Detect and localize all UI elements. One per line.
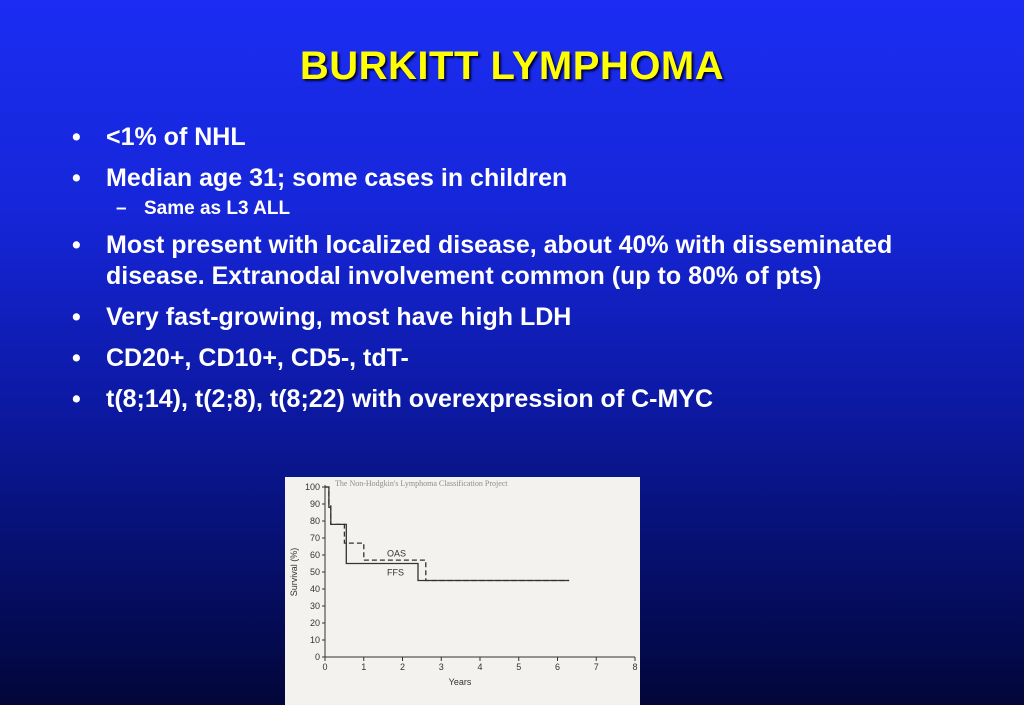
bullet-text: t(8;14), t(2;8), t(8;22) with overexpression of C-MYC xyxy=(106,385,714,413)
x-tick-label: 4 xyxy=(477,662,483,672)
bullet-item xyxy=(72,122,972,153)
sub-bullet-text: Same as L3 ALL xyxy=(144,198,291,219)
bullet-text: <1% of NHL xyxy=(106,123,246,151)
y-tick-label: 0 xyxy=(314,652,320,662)
bullet-list xyxy=(72,122,972,425)
x-tick-label: 7 xyxy=(593,662,599,672)
y-tick-label: 80 xyxy=(309,516,320,526)
survival-chart xyxy=(285,477,640,705)
bullet-item xyxy=(72,384,972,415)
chart-series xyxy=(325,487,569,581)
bullet-text: Most present with localized disease, about 40% with disseminated disease. Extranodal involvement common (up to 80% of pts) xyxy=(106,231,893,290)
y-tick-label: 30 xyxy=(309,601,320,611)
legend-label-ffs: FFS xyxy=(387,567,404,578)
y-tick-label: 40 xyxy=(309,584,320,594)
bullet-marker: • xyxy=(72,385,81,413)
bullet-marker: • xyxy=(72,123,81,151)
series-line-ffs xyxy=(325,487,569,581)
x-tick-label: 5 xyxy=(516,662,522,672)
series-line-oas xyxy=(325,487,569,581)
bullet-text: CD20+, CD10+, CD5-, tdT- xyxy=(106,344,409,372)
x-tick-label: 1 xyxy=(361,662,367,672)
bullet-item xyxy=(72,230,972,292)
y-tick-label: 90 xyxy=(309,499,320,509)
x-tick-label: 6 xyxy=(554,662,561,672)
y-tick-label: 70 xyxy=(309,533,320,543)
survival-chart-image xyxy=(285,477,640,705)
bullet-marker: • xyxy=(72,231,81,259)
x-tick-label: 3 xyxy=(438,662,444,672)
x-axis-label: Years xyxy=(448,677,472,687)
chart-axes xyxy=(322,485,635,661)
y-axis-label: Survival (%) xyxy=(289,547,299,597)
bullet-item xyxy=(72,343,972,374)
bullet-text: Very fast-growing, most have high LDH xyxy=(106,303,572,331)
y-tick-label: 100 xyxy=(304,482,320,492)
x-tick-label: 2 xyxy=(399,662,406,672)
y-tick-label: 10 xyxy=(309,635,320,645)
bullet-item xyxy=(72,302,972,333)
chart-labels xyxy=(289,482,638,687)
y-tick-label: 20 xyxy=(309,618,320,628)
figure-header-text: The Non-Hodgkin's Lymphoma Classification Project xyxy=(335,479,508,488)
sub-bullet-marker: – xyxy=(116,198,127,219)
x-tick-label: 8 xyxy=(632,662,638,672)
y-tick-label: 50 xyxy=(309,567,320,577)
slide-title: BURKITT LYMPHOMA xyxy=(299,44,725,88)
x-tick-label: 0 xyxy=(322,662,328,672)
bullet-text: Median age 31; some cases in children xyxy=(106,164,568,192)
bullet-marker: • xyxy=(72,164,81,192)
bullet-marker: • xyxy=(72,344,81,372)
sub-bullet-item xyxy=(72,198,972,220)
bullet-marker: • xyxy=(72,303,81,331)
bullet-item xyxy=(72,163,972,194)
legend-label-oas: OAS xyxy=(387,548,407,559)
y-tick-label: 60 xyxy=(309,550,320,560)
